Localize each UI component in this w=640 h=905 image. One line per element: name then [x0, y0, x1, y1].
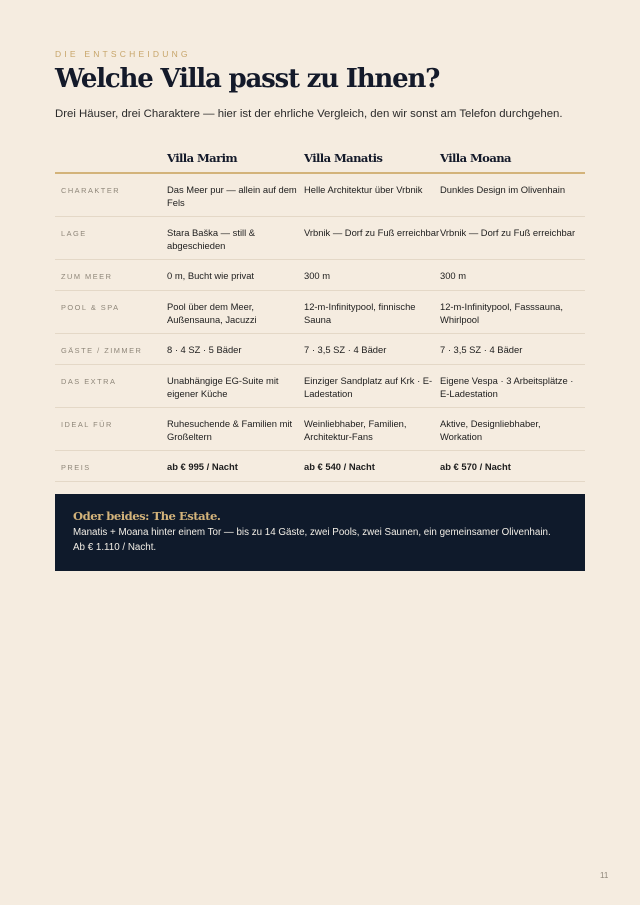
table-row [55, 365, 585, 408]
row-label: ZUM MEER [55, 260, 167, 291]
table-cell: 0 m, Bucht wie privat [167, 260, 304, 291]
table-cell: 7 · 3,5 SZ · 4 Bäder [304, 334, 440, 365]
table-row [55, 173, 585, 217]
estate-title: Oder beides: The Estate. [73, 509, 221, 523]
table-row [55, 451, 585, 482]
row-label: IDEAL FÜR [55, 408, 167, 451]
estate-callout [55, 494, 585, 571]
table-cell: Weinliebhaber, Familien, Architektur-Fans [304, 408, 440, 451]
table-cell: Stara Baška — still & abgeschieden [167, 217, 304, 260]
comparison-table [55, 144, 585, 482]
price-cell: ab € 570 / Nacht [440, 451, 585, 482]
row-label: PREIS [55, 451, 167, 482]
table-cell: Vrbnik — Dorf zu Fuß erreichbar [304, 217, 440, 260]
table-row [55, 260, 585, 291]
table-cell: 12-m-Infinitypool, Fasssauna, Whirlpool [440, 291, 585, 334]
table-cell: Helle Architektur über Vrbnik [304, 173, 440, 217]
header-empty [55, 144, 167, 173]
header-villa-marim: Villa Marim [167, 144, 304, 173]
table-cell: Eigene Vespa · 3 Arbeitsplätze · E-Ladestation [440, 365, 585, 408]
table-cell: Einziger Sandplatz auf Krk · E-Ladestation [304, 365, 440, 408]
price-cell: ab € 995 / Nacht [167, 451, 304, 482]
table-cell: 300 m [304, 260, 440, 291]
table-cell: 300 m [440, 260, 585, 291]
price-cell: ab € 540 / Nacht [304, 451, 440, 482]
table-cell: 8 · 4 SZ · 5 Bäder [167, 334, 304, 365]
header-villa-moana: Villa Moana [440, 144, 585, 173]
table-cell: Ruhesuchende & Familien mit Großeltern [167, 408, 304, 451]
table-header-row [55, 144, 585, 173]
page-number: 11 [600, 871, 609, 880]
table-cell: Aktive, Designliebhaber, Workation [440, 408, 585, 451]
estate-line-1: Manatis + Moana hinter einem Tor — bis zu 14 Gäste, zwei Pools, zwei Saunen, ein gemeinsamer Olivenhain. [73, 527, 551, 538]
page-subtitle: Drei Häuser, drei Charaktere — hier ist der ehrliche Vergleich, den wir sonst am Telefon durchgehen. [55, 108, 563, 120]
table-cell: 12-m-Infinitypool, finnische Sauna [304, 291, 440, 334]
table-row [55, 408, 585, 451]
table-cell: Unabhängige EG-Suite mit eigener Küche [167, 365, 304, 408]
page-title: Welche Villa passt zu Ihnen? [55, 64, 440, 94]
estate-line-2: Ab € 1.110 / Nacht. [73, 541, 157, 553]
table-cell: Dunkles Design im Olivenhain [440, 173, 585, 217]
row-label: GÄSTE / ZIMMER [55, 334, 167, 365]
row-label: CHARAKTER [55, 173, 167, 217]
table-row [55, 217, 585, 260]
table-cell: 7 · 3,5 SZ · 4 Bäder [440, 334, 585, 365]
table-cell: Vrbnik — Dorf zu Fuß erreichbar [440, 217, 585, 260]
row-label: POOL & SPA [55, 291, 167, 334]
row-label: DAS EXTRA [55, 365, 167, 408]
estate-description [73, 526, 573, 555]
table-cell: Pool über dem Meer, Außensauna, Jacuzzi [167, 291, 304, 334]
table-row [55, 291, 585, 334]
row-label: LAGE [55, 217, 167, 260]
header-villa-manatis: Villa Manatis [304, 144, 440, 173]
table-row [55, 334, 585, 365]
table-cell: Das Meer pur — allein auf dem Fels [167, 173, 304, 217]
section-eyebrow: DIE ENTSCHEIDUNG [55, 49, 191, 59]
